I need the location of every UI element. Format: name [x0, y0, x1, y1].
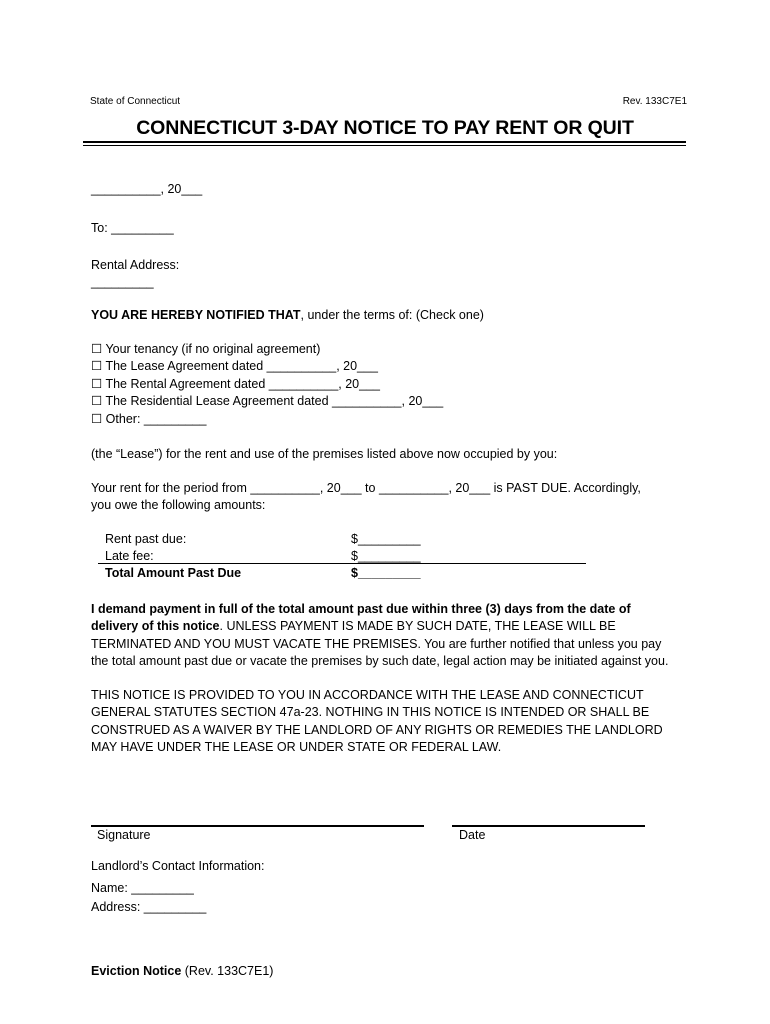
option-rental-agreement[interactable]: ☐ The Rental Agreement dated __________, 20___	[91, 377, 380, 391]
option-tenancy[interactable]: ☐ Your tenancy (if no original agreement)	[91, 342, 321, 356]
state-label: State of Connecticut	[90, 96, 181, 107]
option-other[interactable]: ☐ Other: _________	[91, 412, 207, 426]
amounts-rule	[98, 563, 586, 564]
rent-period-line2: you owe the following amounts:	[91, 498, 266, 512]
footer-label	[91, 963, 273, 980]
option-lease-agreement[interactable]: ☐ The Lease Agreement dated __________, 20___	[91, 359, 378, 373]
landlord-name: Name: _________	[91, 881, 194, 895]
landlord-address: Address: _________	[91, 900, 207, 914]
rental-address-value: _________	[91, 275, 154, 289]
statute-paragraph: THIS NOTICE IS PROVIDED TO YOU IN ACCORDANCE WITH THE LEASE AND CONNECTICUT GENERAL STATUTES SECTION 47a-23. NOTHING IN THIS NOTICE IS INTENDED OR SHALL BE CONSTRUED AS A WAIVER BY THE LANDLORD OF ANY RIGHTS OR REMEDIES THE LANDLORD MAY HAVE UNDER THE LEASE OR UNDER STATE OR FEDERAL LAW.	[91, 688, 663, 754]
total-past-due-value: $_________	[351, 566, 421, 580]
rental-address-label: Rental Address:	[91, 258, 180, 272]
title-rule-thick	[83, 141, 686, 143]
late-fee-label: Late fee:	[105, 549, 154, 563]
notified-bold: YOU ARE HEREBY NOTIFIED THAT	[91, 308, 301, 322]
demand-paragraph	[91, 601, 681, 670]
title-rule-thin	[83, 145, 686, 146]
demand-rest: . UNLESS PAYMENT IS MADE BY SUCH DATE, THE LEASE WILL BE TERMINATED AND YOU MUST VACATE THE PREMISES. You are further notified that unless you pay the total amount past due or vacate the premises by such date, legal action may be initiated against you.	[91, 619, 669, 668]
rent-past-due-label: Rent past due:	[105, 532, 187, 546]
rent-period-line1: Your rent for the period from __________, 20___ to __________, 20___ is PAST DUE. Accordingly,	[91, 481, 641, 495]
revision-label: Rev. 133C7E1	[622, 96, 687, 107]
footer-rest: (Rev. 133C7E1)	[181, 964, 274, 978]
lease-sentence: (the “Lease”) for the rent and use of the premises listed above now occupied by you:	[91, 447, 558, 461]
page-title: CONNECTICUT 3-DAY NOTICE TO PAY RENT OR QUIT	[136, 117, 634, 139]
demand-bold: I demand payment in full of the total amount past due within three (3) days from the date of delivery of this notice	[91, 602, 631, 634]
to-line: To: _________	[91, 221, 174, 235]
option-residential-lease[interactable]: ☐ The Residential Lease Agreement dated __________, 20___	[91, 394, 444, 408]
signature-label: Signature	[97, 828, 151, 842]
date-line: __________, 20___	[91, 182, 203, 196]
notified-rest: , under the terms of: (Check one)	[300, 308, 484, 322]
footer-bold: Eviction Notice	[91, 964, 182, 978]
landlord-contact-heading: Landlord’s Contact Information:	[91, 859, 265, 873]
notified-line	[91, 307, 484, 324]
rent-past-due-value: $_________	[351, 532, 421, 546]
total-past-due-label: Total Amount Past Due	[105, 566, 242, 580]
late-fee-value: $_________	[351, 549, 421, 563]
date-label: Date	[459, 828, 486, 842]
